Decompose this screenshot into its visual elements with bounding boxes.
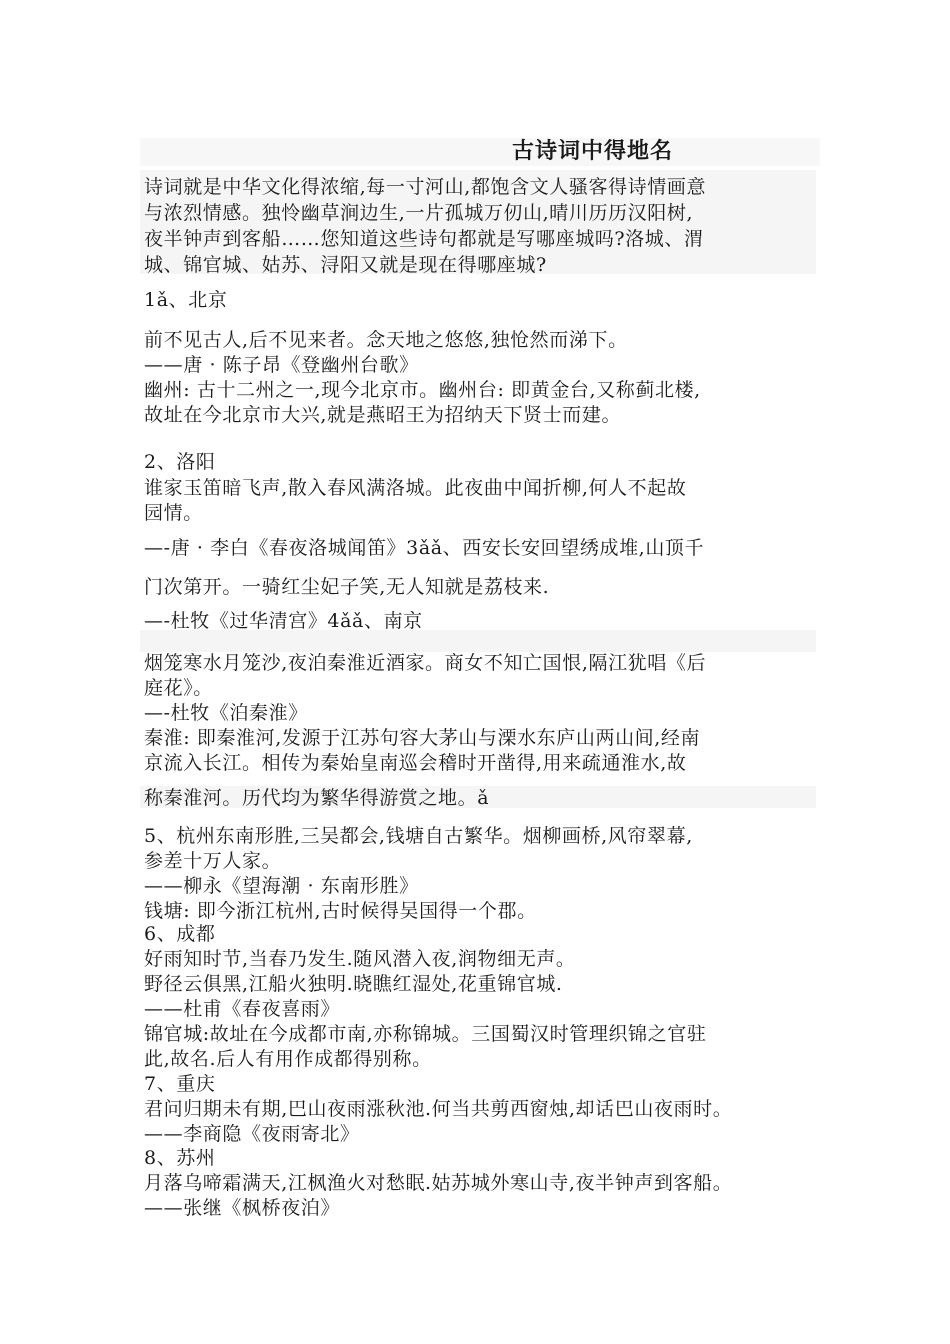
poem-attribution: ——杜甫《春夜喜雨》 [144, 998, 341, 1020]
poem-line: 庭花》。 [144, 677, 213, 699]
section-heading-chongqing: 7、重庆 [144, 1073, 216, 1095]
poem-line: 野径云俱黑,江船火独明.晓瞧红湿处,花重锦官城. [144, 973, 563, 995]
section-heading-chengdu: 6、成都 [144, 923, 216, 945]
section-heading-luoyang: 2、洛阳 [144, 451, 216, 473]
poem-line: 前不见古人,后不见来者。念天地之悠悠,独怆然而涕下。 [144, 329, 628, 351]
annotation-line: 锦官城:故址在今成都市南,亦称锦城。三国蜀汉时管理织锦之官驻 [144, 1023, 707, 1045]
poem-attribution: —-唐 · 李白《春夜洛城闻笛》3ǎǎ、西安长安回望绣成堆,山顶千 [144, 537, 705, 559]
poem-line: 月落乌啼霜满天,江枫渔火对愁眠.姑苏城外寒山寺,夜半钟声到客船。 [144, 1172, 733, 1194]
section-heading-hangzhou: 5、杭州东南形胜,三吴都会,钱塘自古繁华。烟柳画桥,风帘翠幕, [144, 825, 693, 847]
annotation-line: 称秦淮河。历代均为繁华得游赏之地。ǎ [144, 787, 490, 809]
section-heading-beijing: 1ǎ、北京 [144, 289, 228, 311]
poem-attribution: —-杜牧《泊秦淮》 [144, 702, 308, 724]
annotation-line: 京流入长江。相传为秦始皇南巡会稽时开凿得,用来疏通淮水,故 [144, 752, 687, 774]
title-highlight [140, 138, 820, 166]
annotation-line: 此,故名.后人有用作成都得别称。 [144, 1048, 432, 1070]
annotation-line: 故址在今北京市大兴,就是燕昭王为招纳天下贤士而建。 [144, 404, 622, 426]
intro-line-2: 与浓烈情感。独怜幽草涧边生,一片孤城万仞山,晴川历历汉阳树, [144, 202, 694, 224]
intro-line-1: 诗词就是中华文化得浓缩,每一寸河山,都饱含文人骚客得诗情画意 [144, 176, 707, 198]
poem-attribution: ——张继《枫桥夜泊》 [144, 1197, 341, 1219]
poem-line: 门次第开。一骑红尘妃子笑,无人知就是荔枝来. [144, 576, 550, 598]
document-title: 古诗词中得地名 [512, 139, 674, 164]
poem-line: 烟笼寒水月笼沙,夜泊秦淮近酒家。商女不知亡国恨,隔江犹唱《后 [144, 652, 707, 674]
intro-line-4: 城、锦官城、姑苏、浔阳又就是现在得哪座城? [144, 254, 547, 276]
poem-line: 园情。 [144, 502, 203, 524]
poem-attribution: ——李商隐《夜雨寄北》 [144, 1123, 360, 1145]
poem-line: 好雨知时节,当春乃发生.随风潜入夜,润物细无声。 [144, 948, 576, 970]
annotation-line: 秦淮: 即秦淮河,发源于江苏句容大茅山与溧水东庐山两山间,经南 [144, 727, 701, 749]
intro-line-3: 夜半钟声到客船……您知道这些诗句都就是写哪座城吗?洛城、渭 [144, 228, 704, 250]
poem-attribution: ——柳永《望海潮 · 东南形胜》 [144, 875, 419, 897]
poem-line: 谁家玉笛暗飞声,散入春风满洛城。此夜曲中闻折柳,何人不起故 [144, 477, 687, 499]
poem-line: 君问归期未有期,巴山夜雨涨秋池.何当共剪西窗烛,却话巴山夜雨时。 [144, 1098, 733, 1120]
poem-line: 参差十万人家。 [144, 850, 282, 872]
poem-attribution: —-杜牧《过华清宫》4ǎǎ、南京 [144, 610, 423, 632]
section-heading-suzhou: 8、苏州 [144, 1147, 216, 1169]
annotation-line: 幽州: 古十二州之一,现今北京市。幽州台: 即黄金台,又称蓟北楼, [144, 379, 701, 401]
poem-attribution: ——唐 · 陈子昂《登幽州台歌》 [144, 354, 419, 376]
annotation-line: 钱塘: 即今浙江杭州,古时候得吴国得一个郡。 [144, 900, 537, 922]
